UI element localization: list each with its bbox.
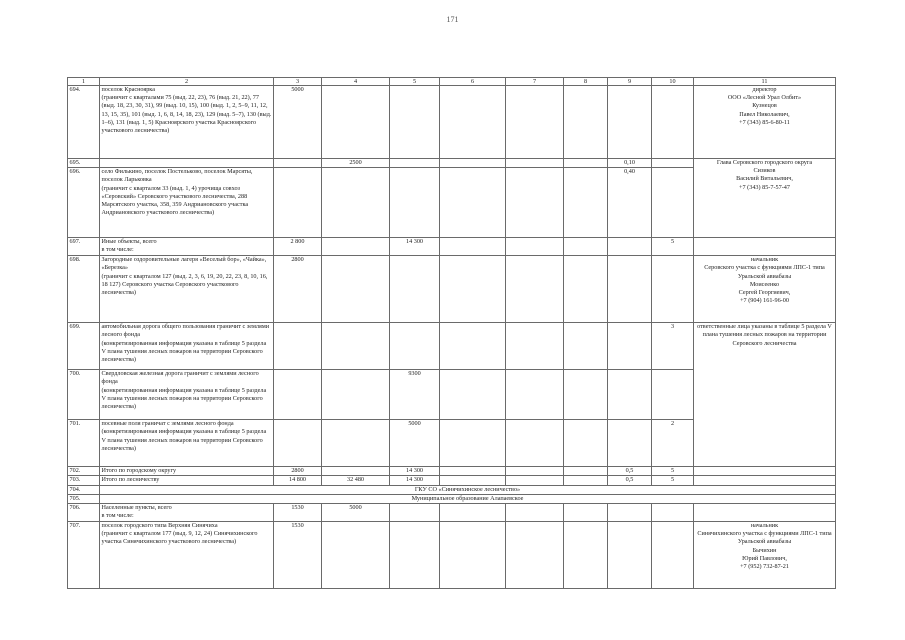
cell-col7 [506, 504, 564, 522]
cell-col4 [322, 323, 390, 370]
cell-col6 [440, 323, 506, 370]
cell-col9: 0,5 [608, 476, 652, 485]
row-number: 699. [68, 323, 100, 370]
cell-col8 [564, 522, 608, 589]
cell-col5: 14 300 [390, 238, 440, 256]
cell-col6 [440, 370, 506, 420]
cell-col10: 5 [652, 238, 694, 256]
responsible-contact [694, 238, 836, 256]
cell-col9 [608, 323, 652, 370]
cell-col4 [322, 256, 390, 323]
cell-col8 [564, 504, 608, 522]
object-name [100, 159, 274, 168]
cell-col4: 32 480 [322, 476, 390, 485]
cell-col6 [440, 238, 506, 256]
cell-col8 [564, 159, 608, 168]
cell-col8 [564, 476, 608, 485]
responsible-contact [694, 476, 836, 485]
table-header-row [68, 78, 836, 86]
cell-col9 [608, 522, 652, 589]
cell-col9 [608, 504, 652, 522]
cell-col8 [564, 323, 608, 370]
object-name: Загородные оздоровительные лагеря «Веселый бор», «Чайка», «Березка» (граничит с кварталом 127 (выд. 2, 3, 6, 19, 20, 22, 23, 8, 10, 16, 18 127) Серовского участка Серовского участкового лесничества) [100, 256, 274, 323]
table-row [68, 504, 836, 522]
cell-col8 [564, 238, 608, 256]
cell-col5 [390, 159, 440, 168]
cell-col7 [506, 159, 564, 168]
column-header: 4 [322, 78, 390, 86]
cell-col6 [440, 86, 506, 159]
section-title: Муниципальное образование Алапаевское [100, 494, 836, 503]
row-number: 702. [68, 467, 100, 476]
table-row [68, 238, 836, 256]
cell-col10 [652, 256, 694, 323]
cell-col7 [506, 238, 564, 256]
row-number: 703. [68, 476, 100, 485]
cell-col9: 0,10 [608, 159, 652, 168]
row-number: 694. [68, 86, 100, 159]
cell-col7 [506, 420, 564, 467]
cell-col6 [440, 522, 506, 589]
column-header: 11 [694, 78, 836, 86]
cell-col3: 2 800 [274, 238, 322, 256]
cell-col7 [506, 86, 564, 159]
object-name: Итого по лесничеству [100, 476, 274, 485]
table-row [68, 323, 836, 370]
cell-col8 [564, 86, 608, 159]
responsible-contact: Глава Серовского городского округа Сизиков Василий Витальевич, +7 (343) 85-7-57-47 [694, 159, 836, 238]
cell-col4: 5000 [322, 504, 390, 522]
cell-col3: 1530 [274, 504, 322, 522]
cell-col5: 14 300 [390, 476, 440, 485]
responsible-contact [694, 467, 836, 476]
column-header: 6 [440, 78, 506, 86]
cell-col5 [390, 323, 440, 370]
cell-col6 [440, 420, 506, 467]
cell-col8 [564, 256, 608, 323]
cell-col3: 2800 [274, 467, 322, 476]
cell-col8 [564, 370, 608, 420]
object-name: поселок Красноярка (граничит с кварталами 75 (выд. 22, 23), 76 (выд. 21, 22), 77 (выд. 18, 23, 30, 31), 99 (выд. 10, 15), 100 (выд. 1, 2, 5–9, 11, 12, 13, 15, 35), 101 (выд. 1, 6, 8, 14, 18, 23), 129 (выд. 5–7), 130 (выд. 1–6), 131 (выд. 1, 5) Красноярского участка Красноярского участкового лесничества) [100, 86, 274, 159]
table-row [68, 467, 836, 476]
cell-col6 [440, 168, 506, 238]
cell-col10: 5 [652, 476, 694, 485]
cell-col3: 2800 [274, 256, 322, 323]
cell-col7 [506, 370, 564, 420]
column-header: 1 [68, 78, 100, 86]
cell-col7 [506, 476, 564, 485]
responsible-contact: начальник Серовского участка с функциями ЛПС-1 типа Уральской авиабазы Моисеенко Сергей Георгиевич, +7 (904) 161-96-00 [694, 256, 836, 323]
row-number: 700. [68, 370, 100, 420]
cell-col3: 1530 [274, 522, 322, 589]
cell-col6 [440, 504, 506, 522]
cell-col6 [440, 476, 506, 485]
section-row [68, 494, 836, 503]
cell-col5 [390, 86, 440, 159]
object-name: Иные объекты, всего в том числе: [100, 238, 274, 256]
cell-col5: 5000 [390, 420, 440, 467]
cell-col9 [608, 256, 652, 323]
cell-col5: 9300 [390, 370, 440, 420]
page-number: 171 [446, 15, 459, 24]
column-header: 9 [608, 78, 652, 86]
table-row [68, 256, 836, 323]
section-row [68, 485, 836, 494]
cell-col7 [506, 168, 564, 238]
cell-col9: 0,5 [608, 467, 652, 476]
cell-col10: 5 [652, 467, 694, 476]
cell-col3 [274, 370, 322, 420]
cell-col7 [506, 467, 564, 476]
row-number: 696. [68, 168, 100, 238]
object-name: Свердловская железная дорога граничит с землями лесного фонда (конкретизированная информация указана в таблице 5 раздела V плана тушения лесных пожаров на территории Серовского лесничества) [100, 370, 274, 420]
object-name: Итого по городскому округу [100, 467, 274, 476]
object-name: село Филькино, поселок Постельково, поселок Марсяты, поселок Ларьковка (граничит с кварталом 33 (выд. 1, 4) урочища совхоз «Серовский» Серовского участкового лесничества, 288 Марсятского участка, 358, 359 Андриановского участка Андриановского участкового лесничества) [100, 168, 274, 238]
cell-col10 [652, 522, 694, 589]
cell-col7 [506, 256, 564, 323]
forest-fire-plan-table [67, 77, 836, 589]
cell-col10 [652, 159, 694, 168]
row-number: 706. [68, 504, 100, 522]
cell-col10 [652, 86, 694, 159]
row-number: 697. [68, 238, 100, 256]
cell-col9 [608, 370, 652, 420]
row-number: 695. [68, 159, 100, 168]
cell-col8 [564, 168, 608, 238]
object-name: посевные поля граничат с землями лесного фонда (конкретизированная информация указана в таблице 5 раздела V плана тушения лесных пожаров на территории Серовского лесничества) [100, 420, 274, 467]
table-row [68, 522, 836, 589]
cell-col3 [274, 420, 322, 467]
row-number: 705. [68, 494, 100, 503]
table-row [68, 476, 836, 485]
cell-col9: 0,40 [608, 168, 652, 238]
cell-col10: 3 [652, 323, 694, 370]
column-header: 3 [274, 78, 322, 86]
column-header: 2 [100, 78, 274, 86]
cell-col5 [390, 504, 440, 522]
row-number: 704. [68, 485, 100, 494]
cell-col4: 2500 [322, 159, 390, 168]
table-row [68, 86, 836, 159]
table-row [68, 159, 836, 168]
cell-col9 [608, 238, 652, 256]
cell-col10 [652, 370, 694, 420]
cell-col5 [390, 522, 440, 589]
cell-col9 [608, 86, 652, 159]
cell-col5 [390, 256, 440, 323]
cell-col6 [440, 467, 506, 476]
cell-col4 [322, 522, 390, 589]
cell-col3: 14 800 [274, 476, 322, 485]
cell-col4 [322, 238, 390, 256]
responsible-contact: ответственные лица указаны в таблице 5 раздела V плана тушения лесных пожаров на территории Серовского лесничества [694, 323, 836, 467]
column-header: 8 [564, 78, 608, 86]
column-header: 7 [506, 78, 564, 86]
cell-col3 [274, 159, 322, 168]
cell-col4 [322, 467, 390, 476]
responsible-contact [694, 504, 836, 522]
object-name: автомобильная дорога общего пользования граничит с землями лесного фонда (конкретизированная информация указана в таблице 5 раздела V плана тушения лесных пожаров на территории Серовского лесничества) [100, 323, 274, 370]
cell-col10: 2 [652, 420, 694, 467]
responsible-contact: директор ООО «Лесной Урал Олбит» Кузнецов Павел Николаевич, +7 (343) 85-6-80-11 [694, 86, 836, 159]
cell-col5 [390, 168, 440, 238]
cell-col4 [322, 370, 390, 420]
cell-col8 [564, 420, 608, 467]
cell-col3 [274, 323, 322, 370]
cell-col4 [322, 420, 390, 467]
cell-col5: 14 300 [390, 467, 440, 476]
cell-col10 [652, 504, 694, 522]
cell-col6 [440, 256, 506, 323]
object-name: Населенные пункты, всего в том числе: [100, 504, 274, 522]
cell-col3: 5000 [274, 86, 322, 159]
section-title: ГКУ СО «Синячихинское лесничество» [100, 485, 836, 494]
column-header: 5 [390, 78, 440, 86]
row-number: 698. [68, 256, 100, 323]
cell-col4 [322, 86, 390, 159]
cell-col9 [608, 420, 652, 467]
cell-col7 [506, 522, 564, 589]
cell-col6 [440, 159, 506, 168]
row-number: 707. [68, 522, 100, 589]
cell-col7 [506, 323, 564, 370]
cell-col8 [564, 467, 608, 476]
responsible-contact: начальник Синячихинского участка с функциями ЛПС-1 типа Уральской авиабазы Бычихин Юрий Павлович, +7 (952) 732-87-21 [694, 522, 836, 589]
cell-col3 [274, 168, 322, 238]
column-header: 10 [652, 78, 694, 86]
row-number: 701. [68, 420, 100, 467]
cell-col10 [652, 168, 694, 238]
object-name: поселок городского типа Верхняя Синячиха (граничит с кварталом 177 (выд. 9, 12, 24) Синячихинского участка Синячихинского участкового лесничества) [100, 522, 274, 589]
cell-col4 [322, 168, 390, 238]
